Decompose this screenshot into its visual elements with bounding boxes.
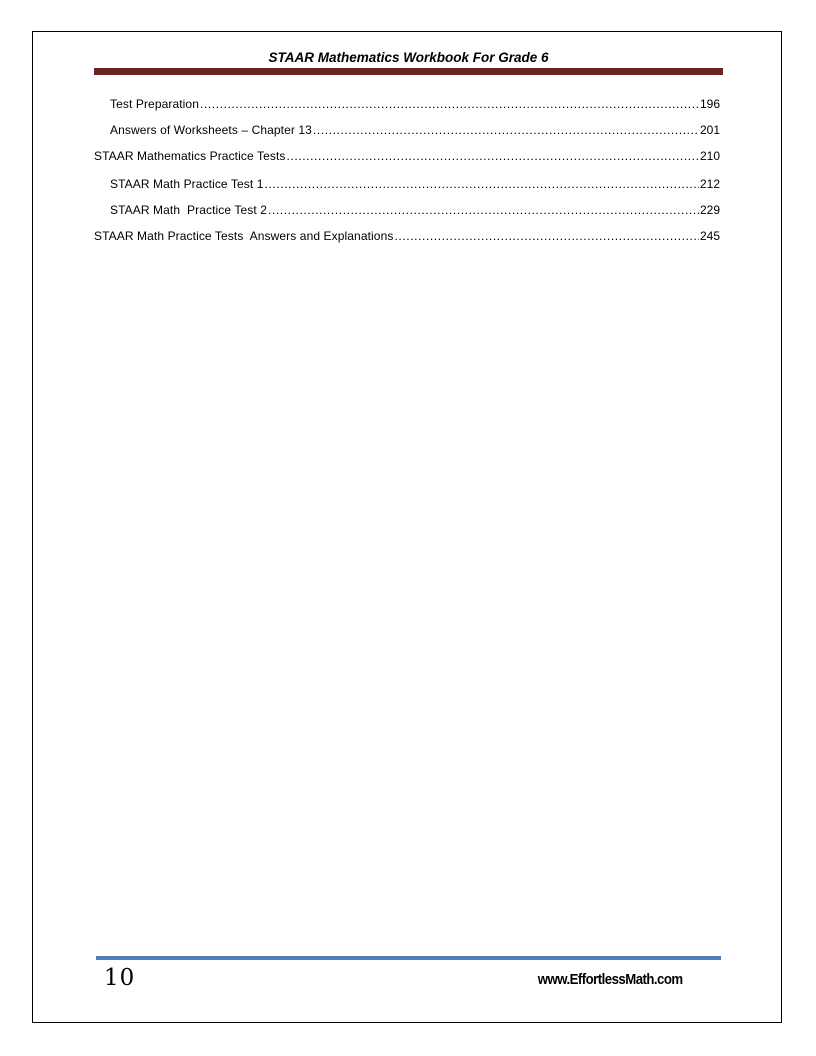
toc-dot-leader <box>265 176 699 192</box>
toc-entry-page: 210 <box>699 149 720 163</box>
toc-dot-leader <box>394 228 699 244</box>
toc-dot-leader <box>200 96 699 112</box>
toc-entry-label: Test Preparation <box>110 97 199 111</box>
toc-entry-practice-test-2[interactable] <box>110 202 720 218</box>
toc-dot-leader <box>313 122 699 138</box>
header-rule <box>94 68 723 75</box>
toc-entry-page: 212 <box>699 177 720 191</box>
toc-entry-page: 229 <box>699 203 720 217</box>
toc-entry-page: 245 <box>699 229 720 243</box>
page-number: 10 <box>104 965 136 991</box>
toc-entry-test-preparation[interactable] <box>110 96 720 112</box>
toc-dot-leader <box>268 202 699 218</box>
footer-rule <box>96 956 721 960</box>
toc-entry-label: STAAR Math Practice Test 2 <box>110 203 267 217</box>
toc-entry-answers-and-explanations[interactable] <box>94 228 720 244</box>
toc-dot-leader <box>286 148 698 164</box>
footer-site-url[interactable]: www.EffortlessMath.com <box>538 971 683 988</box>
toc-entry-practice-tests[interactable] <box>94 148 720 164</box>
toc-entry-page: 201 <box>699 123 720 137</box>
toc-entry-label: Answers of Worksheets – Chapter 13 <box>110 123 312 137</box>
toc-entry-label: STAAR Math Practice Tests Answers and Explanations <box>94 229 394 243</box>
toc-entry-label: STAAR Mathematics Practice Tests <box>94 149 286 163</box>
toc-entry-practice-test-1[interactable] <box>110 176 720 192</box>
running-header-title: STAAR Mathematics Workbook For Grade 6 <box>268 50 549 65</box>
toc-entry-page: 196 <box>699 97 720 111</box>
toc-entry-answers-chapter-13[interactable] <box>110 122 720 138</box>
toc-entry-label: STAAR Math Practice Test 1 <box>110 177 264 191</box>
